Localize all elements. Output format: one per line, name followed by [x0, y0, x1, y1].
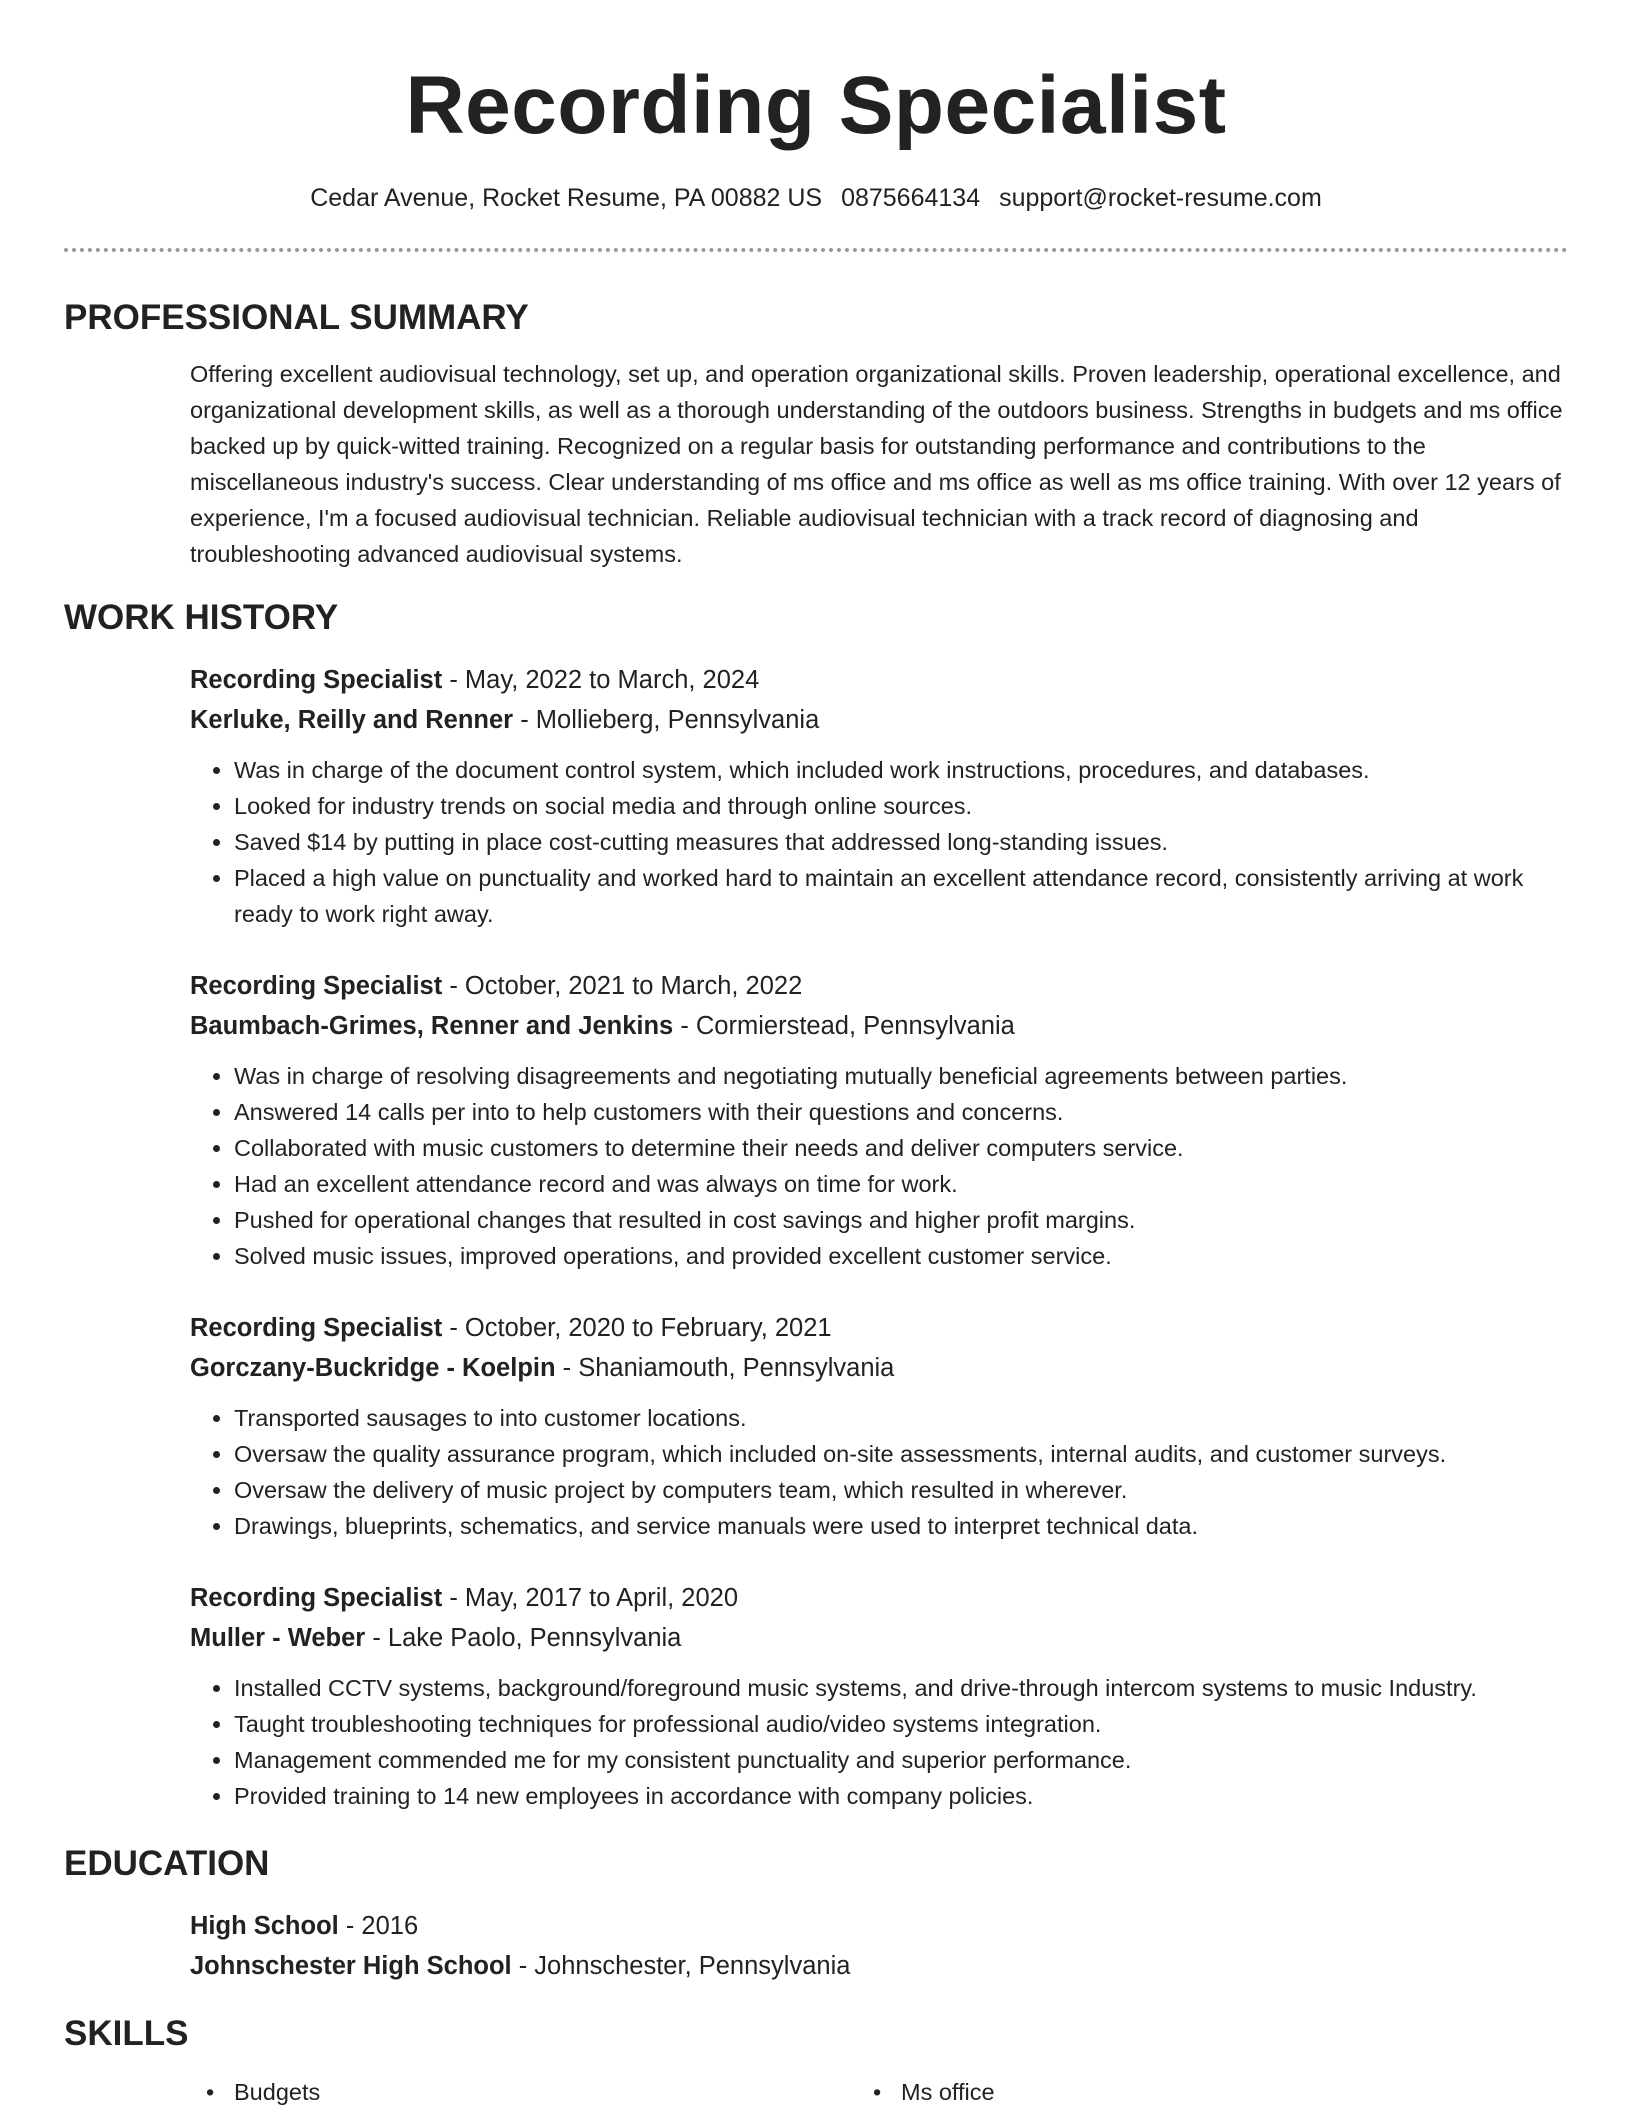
job-bullets [190, 1400, 1568, 1544]
section-title-summary: PROFESSIONAL SUMMARY [64, 298, 529, 337]
section-title-skills: SKILLS [64, 2014, 189, 2053]
list-item: • Solved music issues, improved operations, and provided excellent customer service. [234, 1238, 1568, 1274]
job-company-line [190, 1618, 1568, 1658]
job-role: Recording Specialist [190, 1584, 443, 1612]
job-dates: - May, 2022 to March, 2024 [442, 666, 760, 694]
section-title-work-history: WORK HISTORY [64, 598, 339, 637]
job-entry [190, 660, 1568, 932]
education-year: - 2016 [338, 1912, 419, 1940]
job-location: - Shaniamouth, Pennsylvania [555, 1354, 895, 1382]
list-item: • Installed CCTV systems, background/foreground music systems, and drive-through intercom systems to music Industry. [234, 1670, 1568, 1706]
header-divider [64, 248, 1568, 252]
contact-email: support@rocket-resume.com [999, 184, 1322, 212]
list-item: • Placed a high value on punctuality and worked hard to maintain an excellent attendance record, consistently arriving at work ready to work right away. [234, 860, 1568, 932]
candidate-name: Recording Specialist [405, 60, 1227, 151]
skill-item: • Budgets [234, 2074, 901, 2110]
education-school: Johnschester High School [190, 1952, 512, 1980]
job-dates: - October, 2020 to February, 2021 [442, 1314, 832, 1342]
job-bullets [190, 752, 1568, 932]
education-section [64, 1842, 1568, 1986]
job-company-line [190, 1006, 1568, 1046]
job-company-line [190, 1348, 1568, 1388]
job-entry [190, 1578, 1568, 1814]
contact-address: Cedar Avenue, Rocket Resume, PA 00882 US [310, 184, 823, 212]
job-bullets [190, 1670, 1568, 1814]
job-role: Recording Specialist [190, 666, 443, 694]
job-dates: - May, 2017 to April, 2020 [442, 1584, 739, 1612]
list-item: • Saved $14 by putting in place cost-cutting measures that addressed long-standing issues. [234, 824, 1568, 860]
education-degree: High School [190, 1912, 339, 1940]
job-role: Recording Specialist [190, 1314, 443, 1342]
education-school-line [190, 1946, 1568, 1986]
job-company: Muller - Weber [190, 1624, 366, 1652]
job-company: Kerluke, Reilly and Renner [190, 706, 514, 734]
list-item: • Transported sausages to into customer locations. [234, 1400, 1568, 1436]
list-item: • Looked for industry trends on social media and through online sources. [234, 788, 1568, 824]
job-title-line [190, 1578, 1568, 1618]
job-company: Gorczany-Buckridge - Koelpin [190, 1354, 556, 1382]
list-item: • Pushed for operational changes that resulted in cost savings and higher profit margins. [234, 1202, 1568, 1238]
job-entry [190, 1308, 1568, 1544]
job-dates: - October, 2021 to March, 2022 [442, 972, 803, 1000]
list-item: • Had an excellent attendance record and was always on time for work. [234, 1166, 1568, 1202]
list-item: • Answered 14 calls per into to help customers with their questions and concerns. [234, 1094, 1568, 1130]
job-location: - Cormierstead, Pennsylvania [673, 1012, 1015, 1040]
list-item: • Oversaw the delivery of music project by computers team, which resulted in wherever. [234, 1472, 1568, 1508]
job-location: - Lake Paolo, Pennsylvania [365, 1624, 682, 1652]
skill-item: • Ms office [901, 2074, 1568, 2110]
job-bullets [190, 1058, 1568, 1274]
job-company: Baumbach-Grimes, Renner and Jenkins [190, 1012, 674, 1040]
list-item: • Was in charge of resolving disagreements and negotiating mutually beneficial agreements between parties. [234, 1058, 1568, 1094]
job-entry [190, 966, 1568, 1274]
list-item: • Management commended me for my consistent punctuality and superior performance. [234, 1742, 1568, 1778]
resume-header [64, 0, 1568, 252]
list-item: • Provided training to 14 new employees in accordance with company policies. [234, 1778, 1568, 1814]
list-item: • Was in charge of the document control system, which included work instructions, procedures, and databases. [234, 752, 1568, 788]
list-item: • Collaborated with music customers to determine their needs and deliver computers service. [234, 1130, 1568, 1166]
job-role: Recording Specialist [190, 972, 443, 1000]
contact-line [64, 182, 1568, 214]
education-entry [190, 1906, 1568, 1986]
summary-text: Offering excellent audiovisual technology, set up, and operation organizational skills. Proven leadership, operational excellence, and organizational development skills, as well as a thorough understanding of the outdoors business. Strengths in budgets and ms office backed up by quick-witted training. Recognized on a regular basis for outstanding performance and contributions to the miscellaneous industry's success. Clear understanding of ms office and ms office as well as ms office training. With over 12 years of experience, I'm a focused audiovisual technician. Reliable audiovisual technician with a track record of diagnosing and troubleshooting advanced audiovisual systems. [190, 361, 1563, 567]
section-title-education: EDUCATION [64, 1844, 270, 1883]
job-title-line [190, 1308, 1568, 1348]
summary-section [64, 296, 1568, 572]
list-item: • Oversaw the quality assurance program, which included on-site assessments, internal audits, and customer surveys. [234, 1436, 1568, 1472]
job-title-line [190, 660, 1568, 700]
list-item: • Drawings, blueprints, schematics, and service manuals were used to interpret technical data. [234, 1508, 1568, 1544]
skills-list [190, 2074, 1568, 2110]
work-history-section [64, 596, 1568, 1814]
education-degree-line [190, 1906, 1568, 1946]
job-title-line [190, 966, 1568, 1006]
job-location: - Mollieberg, Pennsylvania [513, 706, 820, 734]
contact-phone: 0875664134 [841, 184, 981, 212]
list-item: • Taught troubleshooting techniques for professional audio/video systems integration. [234, 1706, 1568, 1742]
job-company-line [190, 700, 1568, 740]
skills-section [64, 2012, 1568, 2110]
education-location: - Johnschester, Pennsylvania [511, 1952, 851, 1980]
